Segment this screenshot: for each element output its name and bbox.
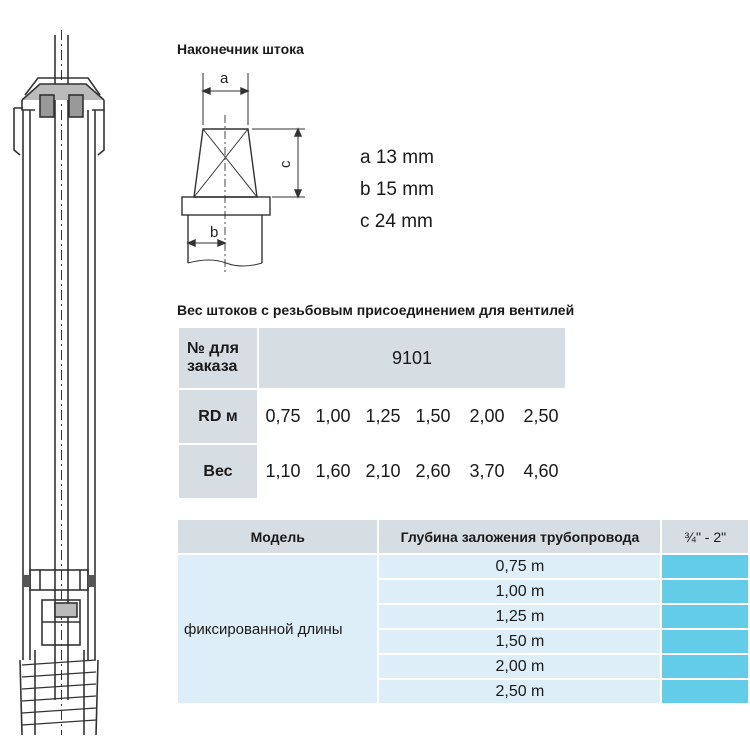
- order-label-line1: № для: [187, 340, 239, 357]
- weight-value: 3,70: [458, 444, 516, 499]
- size-availability-cell: [661, 604, 749, 629]
- dim-label-a: a: [220, 70, 229, 87]
- rd-row: [178, 389, 566, 444]
- size-availability-cell: [661, 579, 749, 604]
- order-number-value: 9101: [258, 327, 566, 389]
- depth-value: 1,25 m: [378, 604, 661, 629]
- depth-value: 2,50 m: [378, 679, 661, 704]
- model-table-header: [177, 519, 749, 554]
- depth-value: 2,00 m: [378, 654, 661, 679]
- size-availability-cell: [661, 679, 749, 704]
- tip-dimensions: [360, 142, 434, 238]
- rd-value: 1,50: [408, 389, 458, 444]
- dim-label-c: c: [277, 160, 294, 168]
- weight-row: [178, 444, 566, 499]
- model-depth-table: [176, 518, 750, 705]
- model-name: фиксированной длины: [177, 554, 378, 704]
- order-number-label: [178, 327, 258, 389]
- dimension-b: b 15 mm: [360, 179, 434, 200]
- col-model-header: Модель: [177, 519, 378, 554]
- valve-stem-drawing: [0, 0, 120, 740]
- weight-section-title: Вес штоков с резьбовым присоединением для вентилей: [177, 302, 575, 318]
- col-size-header: ¾" - 2": [661, 519, 749, 554]
- rod-weight-table: [177, 326, 567, 500]
- weight-value: 2,10: [358, 444, 408, 499]
- weight-value: 4,60: [516, 444, 566, 499]
- col-depth-header: Глубина заложения трубопровода: [378, 519, 661, 554]
- dimension-c: c 24 mm: [360, 211, 433, 232]
- size-availability-cell: [661, 654, 749, 679]
- rd-value: 1,25: [358, 389, 408, 444]
- rd-value: 1,00: [308, 389, 358, 444]
- dim-label-b: b: [210, 224, 219, 241]
- size-availability-cell: [661, 554, 749, 579]
- tip-section-title: Наконечник штока: [177, 41, 304, 57]
- rd-value: 2,00: [458, 389, 516, 444]
- depth-value: 0,75 m: [378, 554, 661, 579]
- rd-value: 2,50: [516, 389, 566, 444]
- depth-value: 1,50 m: [378, 629, 661, 654]
- size-availability-cell: [661, 629, 749, 654]
- table-row: [177, 554, 749, 579]
- dimension-a: a 13 mm: [360, 147, 434, 168]
- order-label-line2: заказа: [187, 358, 238, 375]
- rod-tip-drawing: [170, 65, 310, 275]
- rd-label: RD м: [178, 389, 258, 444]
- depth-value: 1,00 m: [378, 579, 661, 604]
- weight-value: 2,60: [408, 444, 458, 499]
- rd-value: 0,75: [258, 389, 308, 444]
- weight-value: 1,10: [258, 444, 308, 499]
- weight-value: 1,60: [308, 444, 358, 499]
- weight-label: Вес: [178, 444, 258, 499]
